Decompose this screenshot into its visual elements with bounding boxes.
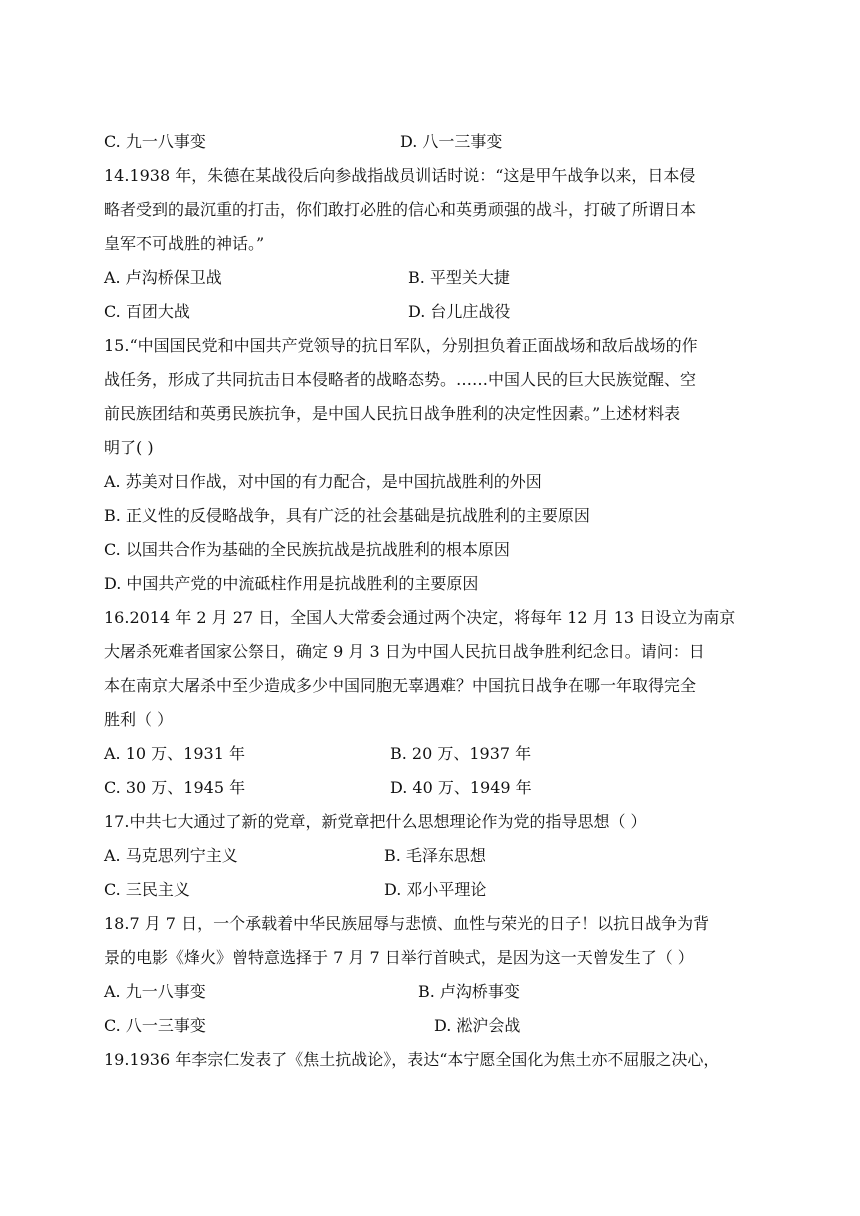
option-d: D. 八一三事变	[400, 132, 503, 151]
option-c: C. 八一三事变	[104, 1016, 206, 1035]
question-text-line: 16.2014 年 2 月 27 日，全国人大常委会通过两个决定，将每年 12 月 13 日设立为南京	[104, 608, 736, 627]
option-d: D. 40 万、1949 年	[390, 778, 532, 797]
question-text-line: 17.中共七大通过了新的党章，新党章把什么思想理论作为党的指导思想（ ）	[104, 812, 647, 831]
option-c: C. 以国共合作为基础的全民族抗战是抗战胜利的根本原因	[104, 540, 510, 559]
option-c: C. 30 万、1945 年	[104, 778, 246, 797]
option-c: C. 三民主义	[104, 880, 190, 899]
option-c: C. 百团大战	[104, 302, 190, 321]
question-text-line: 19.1936 年李宗仁发表了《焦土抗战论》，表达“本宁愿全国化为焦土亦不屈服之决心，	[104, 1050, 720, 1069]
question-text-line: 胜利（ ）	[104, 710, 174, 729]
option-d: D. 淞沪会战	[434, 1016, 521, 1035]
option-a: A. 九一八事变	[104, 982, 206, 1001]
question-text-line: 战任务，形成了共同抗击日本侵略者的战略态势。……中国人民的巨大民族觉醒、空	[104, 370, 697, 389]
question-text-line: 前民族团结和英勇民族抗争，是中国人民抗日战争胜利的决定性因素。”上述材料表	[104, 404, 681, 423]
option-a: A. 卢沟桥保卫战	[104, 268, 222, 287]
question-text-line: 明了( )	[104, 438, 154, 457]
option-b: B. 正义性的反侵略战争，具有广泛的社会基础是抗战胜利的主要原因	[104, 506, 590, 525]
option-b: B. 20 万、1937 年	[390, 744, 532, 763]
option-a: A. 10 万、1931 年	[104, 744, 245, 763]
option-c: C. 九一八事变	[104, 132, 206, 151]
option-b: B. 卢沟桥事变	[418, 982, 520, 1001]
question-text-line: 15.“中国国民党和中国共产党领导的抗日军队，分别担负着正面战场和敌后战场的作	[104, 336, 698, 355]
question-text-line: 14.1938 年，朱德在某战役后向参战指战员训话时说：“这是甲午战争以来，日本侵	[104, 166, 696, 185]
option-b: B. 毛泽东思想	[384, 846, 486, 865]
question-text-line: 本在南京大屠杀中至少造成多少中国同胞无辜遇难？中国抗日战争在哪一年取得完全	[104, 676, 697, 695]
question-text-line: 18.7 月 7 日，一个承载着中华民族屈辱与悲愤、血性与荣光的日子！以抗日战争为背	[104, 914, 710, 933]
option-d: D. 邓小平理论	[384, 880, 487, 899]
question-text-line: 略者受到的最沉重的打击，你们敢打必胜的信心和英勇顽强的战斗，打破了所谓日本	[104, 200, 697, 219]
question-text-line: 皇军不可战胜的神话。”	[104, 234, 265, 253]
question-text-line: 大屠杀死难者国家公祭日，确定 9 月 3 日为中国人民抗日战争胜利纪念日。请问：日	[104, 642, 705, 661]
option-d: D. 中国共产党的中流砥柱作用是抗战胜利的主要原因	[104, 574, 479, 593]
option-a: A. 苏美对日作战，对中国的有力配合，是中国抗战胜利的外因	[104, 472, 542, 491]
option-a: A. 马克思列宁主义	[104, 846, 238, 865]
option-b: B. 平型关大捷	[408, 268, 510, 287]
question-text-line: 景的电影《烽火》曾特意选择于 7 月 7 日举行首映式，是因为这一天曾发生了（ ）	[104, 948, 694, 967]
option-d: D. 台儿庄战役	[408, 302, 511, 321]
